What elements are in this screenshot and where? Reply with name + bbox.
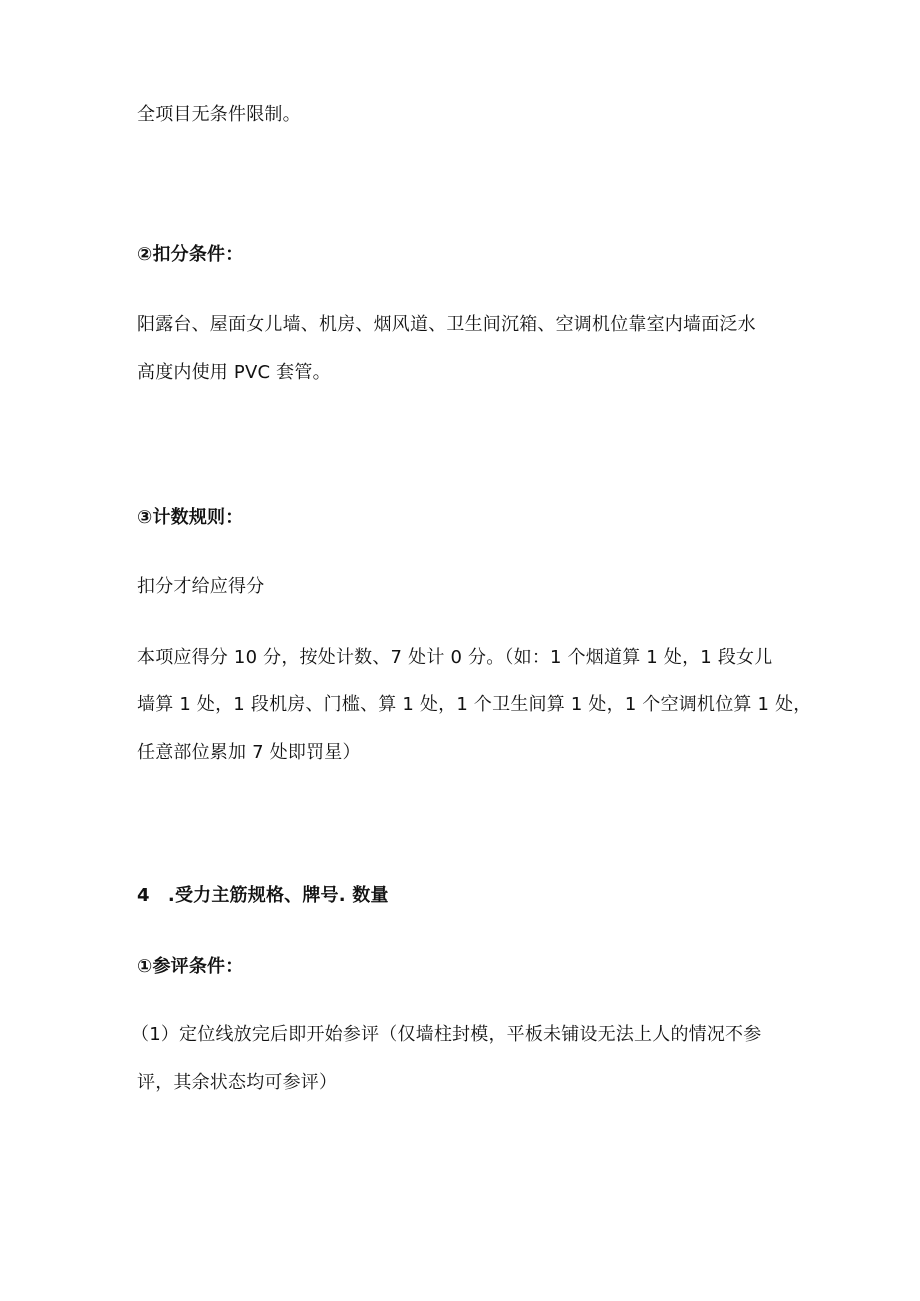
heading-counting-rules: ③计数规则： (137, 507, 244, 528)
heading-evaluation-conditions: ①参评条件： (137, 956, 244, 977)
paragraph-deduction-line-1: 阳露台、屋面女儿墙、机房、烟风道、卫生间沉箱、空调机位靠室内墙面泛水 (137, 314, 756, 335)
paragraph-counting-line-2: 墙算 1 处，1 段机房、门槛、算 1 处，1 个卫生间算 1 处，1 个空调机位算 1 处， (137, 694, 812, 715)
paragraph-counting-line-3: 任意部位累加 7 处即罚星） (137, 742, 361, 763)
paragraph-evaluation-line-2: 评，其余状态均可参评） (137, 1072, 338, 1093)
heading-deduction-conditions: ②扣分条件： (137, 244, 244, 265)
paragraph-counting-subtitle: 扣分才给应得分 (137, 576, 265, 597)
paragraph-deduction-line-2: 高度内使用 PVC 套管。 (137, 362, 331, 383)
paragraph-evaluation-line-1: （1）定位线放完后即开始参评（仅墙柱封模，平板未铺设无法上人的情况不参 (131, 1024, 762, 1045)
paragraph-no-restriction: 全项目无条件限制。 (137, 104, 301, 125)
heading-section-4: 4 .受力主筋规格、牌号. 数量 (137, 885, 389, 906)
paragraph-counting-line-1: 本项应得分 10 分，按处计数、7 处计 0 分。（如：1 个烟道算 1 处，1 段女儿 (137, 647, 773, 668)
